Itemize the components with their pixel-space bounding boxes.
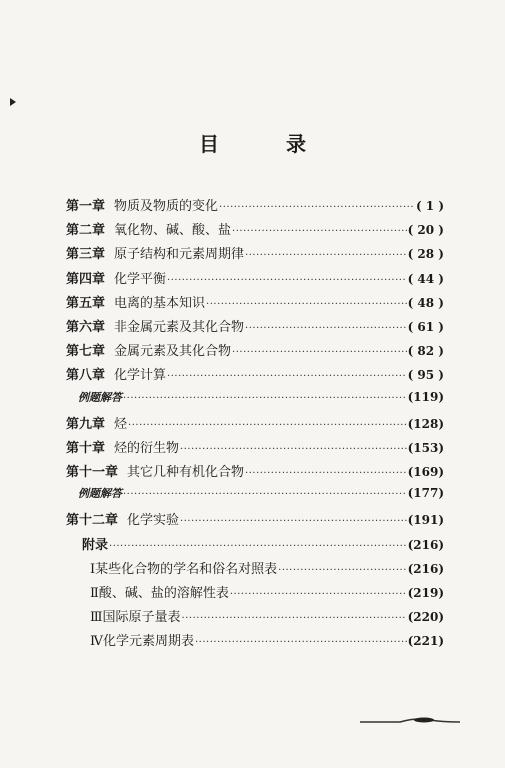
chapter-number: 第十一章	[66, 465, 119, 481]
toc-entry-chapter-7	[66, 340, 444, 364]
appendix-item-title: Ⅲ国际原子量表	[90, 610, 181, 626]
dot-leader	[278, 565, 406, 576]
appendix-title: 附录	[82, 537, 109, 553]
section-title: 例题解答	[78, 390, 122, 404]
dot-leader	[180, 516, 407, 527]
toc-entry-chapter-1	[66, 195, 444, 219]
dot-leader	[123, 489, 407, 500]
dot-leader	[180, 444, 407, 455]
page-number: (119)	[407, 389, 444, 404]
toc-entry-chapter-6	[66, 316, 444, 340]
dot-leader	[206, 299, 407, 310]
toc-entry-chapter-8	[66, 364, 444, 388]
page-number: (169)	[407, 465, 444, 480]
toc-entry-chapter-10	[66, 437, 444, 461]
appendix-item-title: Ⅳ化学元素周期表	[90, 634, 194, 650]
dot-leader	[167, 275, 407, 286]
chapter-title: 化学实验	[127, 513, 180, 529]
page-number: (191)	[407, 513, 444, 528]
page-number: ( 95 )	[407, 368, 444, 383]
page-number: (220)	[407, 610, 444, 625]
dot-leader	[123, 393, 407, 404]
chapter-title: 其它几种有机化合物	[127, 465, 245, 481]
section-title: 例题解答	[78, 487, 122, 501]
toc-entry-chapter-5	[66, 292, 444, 316]
chapter-title: 金属元素及其化合物	[114, 344, 232, 360]
toc-entry-chapter-9	[66, 413, 444, 437]
chapter-number: 第五章	[66, 295, 106, 311]
chapter-number: 第三章	[66, 247, 106, 263]
chapter-title: 电离的基本知识	[114, 295, 206, 311]
chapter-title: 烃的衍生物	[114, 440, 180, 456]
dot-leader	[195, 637, 407, 648]
dot-leader	[245, 323, 407, 334]
chapter-number: 第十二章	[66, 513, 119, 529]
chapter-number: 第一章	[66, 199, 106, 214]
page-number: (221)	[407, 634, 444, 649]
page-number: (216)	[407, 537, 444, 552]
chapter-title: 化学计算	[114, 368, 167, 384]
scan-smudge	[360, 716, 460, 726]
dot-leader	[109, 541, 407, 552]
page-number: ( 1 )	[415, 199, 444, 213]
chapter-number: 第九章	[66, 416, 106, 432]
chapter-number: 第四章	[66, 271, 106, 287]
dot-leader	[232, 347, 407, 358]
chapter-title: 烃	[114, 416, 128, 432]
chapter-title: 化学平衡	[114, 271, 167, 287]
toc-entry-appendix-1	[66, 558, 444, 582]
page-number: ( 44 )	[407, 271, 444, 286]
toc-entry-chapter-2	[66, 219, 444, 243]
page-number: ( 61 )	[407, 319, 444, 334]
dot-leader	[167, 371, 407, 382]
chapter-number: 第七章	[66, 344, 106, 360]
toc-entry-appendix-3	[66, 606, 444, 630]
page-number: ( 48 )	[407, 295, 444, 310]
page-number: (153)	[407, 440, 444, 455]
page-number: (177)	[407, 486, 444, 501]
dot-leader	[182, 613, 407, 624]
chapter-title: 原子结构和元素周期律	[114, 247, 245, 263]
chapter-number: 第十章	[66, 440, 106, 456]
chapter-title: 氧化物、碱、酸、盐	[114, 223, 232, 239]
table-of-contents	[66, 195, 444, 655]
appendix-item-title: Ⅰ某些化合物的学名和俗名对照表	[90, 561, 278, 577]
dot-leader	[232, 226, 407, 237]
scan-mark	[10, 98, 16, 106]
page-number: (216)	[407, 561, 444, 576]
appendix-item-title: Ⅱ酸、碱、盐的溶解性表	[90, 586, 229, 601]
toc-entry-chapter-12	[66, 509, 444, 533]
chapter-number: 第八章	[66, 368, 106, 384]
toc-entry-appendix-4	[66, 630, 444, 654]
chapter-number: 第六章	[66, 319, 106, 335]
dot-leader	[230, 589, 407, 600]
toc-entry-chapter-4	[66, 268, 444, 292]
page-title: 目 录	[199, 132, 336, 156]
page-number: ( 28 )	[407, 247, 444, 262]
dot-leader	[128, 420, 407, 431]
toc-entry-examples-2	[66, 485, 444, 509]
page-number: ( 82 )	[407, 344, 444, 359]
toc-entry-examples-1	[66, 389, 444, 413]
dot-leader	[219, 202, 415, 213]
page-number: ( 20 )	[407, 223, 444, 238]
toc-entry-appendix-2	[66, 582, 444, 606]
page-number: (128)	[407, 416, 444, 431]
chapter-title: 非金属元素及其化合物	[114, 319, 245, 335]
chapter-number: 第二章	[66, 223, 106, 239]
toc-entry-chapter-11	[66, 461, 444, 485]
page-number: (219)	[407, 586, 444, 600]
toc-entry-chapter-3	[66, 243, 444, 267]
dot-leader	[245, 468, 407, 479]
toc-entry-appendix	[66, 534, 444, 558]
chapter-title: 物质及物质的变化	[114, 199, 219, 214]
dot-leader	[245, 250, 407, 261]
